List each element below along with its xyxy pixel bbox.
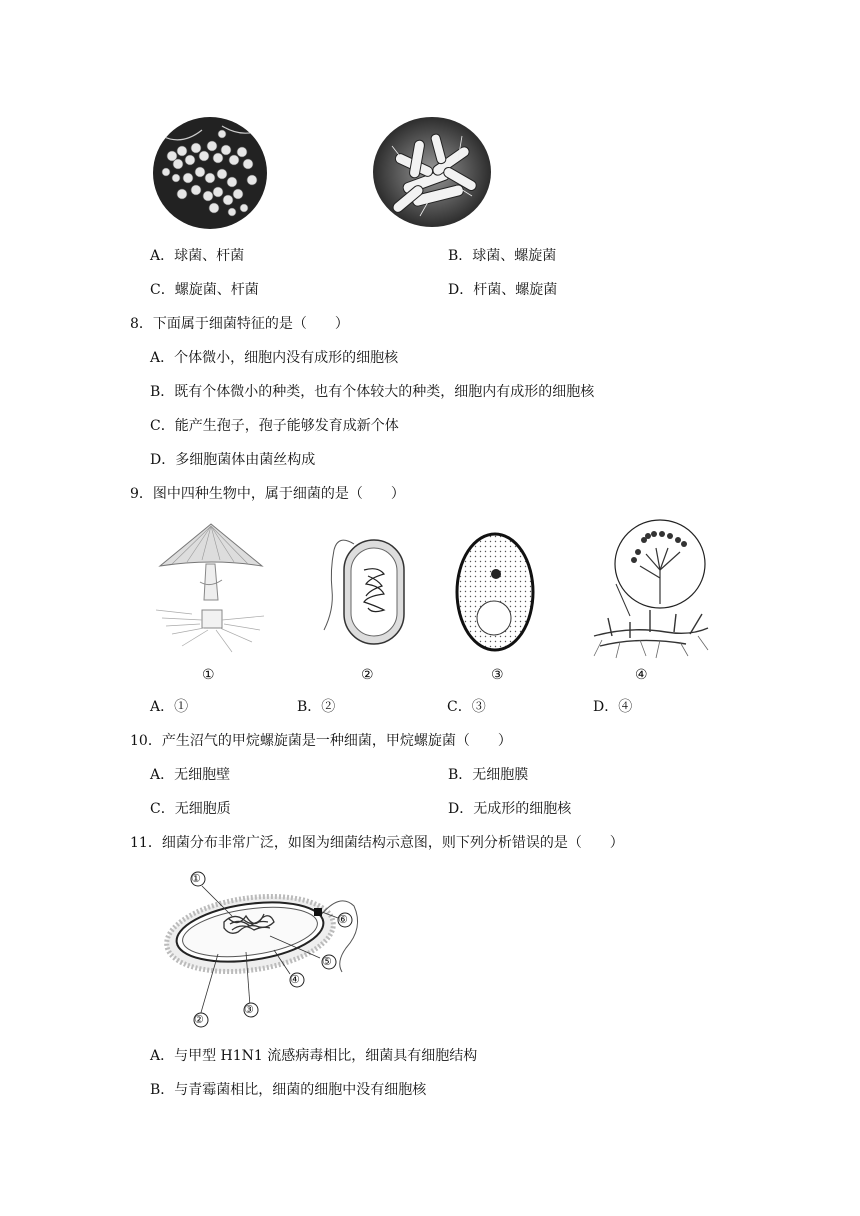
q11-label-2: ② <box>194 1013 204 1026</box>
q10-stem: 10．产生沼气的甲烷螺旋菌是一种细菌，甲烷螺旋菌（ ） <box>130 733 512 749</box>
q9-option-b: B．② <box>297 699 336 715</box>
q8-option-c: C．能产生孢子，孢子能够发育成新个体 <box>150 418 399 434</box>
bacterial-structure-diagram <box>150 866 374 1028</box>
q7-option-d: D．杆菌、螺旋菌 <box>448 282 558 298</box>
q10-option-d: D．无成形的细胞核 <box>448 801 572 817</box>
q11-label-6: ⑥ <box>338 913 348 926</box>
q9-figure-label-3: ③ <box>491 667 504 683</box>
q7-option-a: A．球菌、杆菌 <box>150 248 245 264</box>
q10-option-b: B．无细胞膜 <box>448 767 529 783</box>
q11-label-1: ① <box>191 872 201 885</box>
q9-option-c: C．③ <box>447 699 486 715</box>
q8-stem: 8．下面属于细菌特征的是（ ） <box>130 316 349 332</box>
mold-figure <box>590 518 712 660</box>
q10-option-c: C．无细胞质 <box>150 801 231 817</box>
q9-figure-label-4: ④ <box>635 667 648 683</box>
q11-stem: 11．细菌分布非常广泛，如图为细菌结构示意图，则下列分析错误的是（ ） <box>130 835 624 851</box>
mushroom-figure <box>152 522 270 660</box>
yeast-cell-figure <box>454 530 536 654</box>
bacterium-figure <box>318 530 410 648</box>
q9-option-d: D．④ <box>593 699 633 715</box>
q7-option-c: C．螺旋菌、杆菌 <box>150 282 259 298</box>
bacilli-micrograph <box>372 116 492 228</box>
q9-figure-label-1: ① <box>202 667 215 683</box>
q11-label-4: ④ <box>290 973 300 986</box>
q11-option-a: A．与甲型 H1N1 流感病毒相比，细菌具有细胞结构 <box>150 1048 478 1064</box>
cocci-micrograph <box>152 116 268 230</box>
q9-figure-label-2: ② <box>361 667 374 683</box>
q11-label-3: ③ <box>244 1003 254 1016</box>
q11-option-b: B．与青霉菌相比，细菌的细胞中没有细胞核 <box>150 1082 427 1098</box>
q9-stem: 9．图中四种生物中，属于细菌的是（ ） <box>130 486 405 502</box>
q8-option-d: D．多细胞菌体由菌丝构成 <box>150 452 316 468</box>
q11-label-5: ⑤ <box>322 955 332 968</box>
q7-option-b: B．球菌、螺旋菌 <box>448 248 557 264</box>
q8-option-b: B．既有个体微小的种类，也有个体较大的种类，细胞内有成形的细胞核 <box>150 384 595 400</box>
q9-option-a: A．① <box>150 699 189 715</box>
q10-option-a: A．无细胞壁 <box>150 767 231 783</box>
q8-option-a: A．个体微小，细胞内没有成形的细胞核 <box>150 350 399 366</box>
